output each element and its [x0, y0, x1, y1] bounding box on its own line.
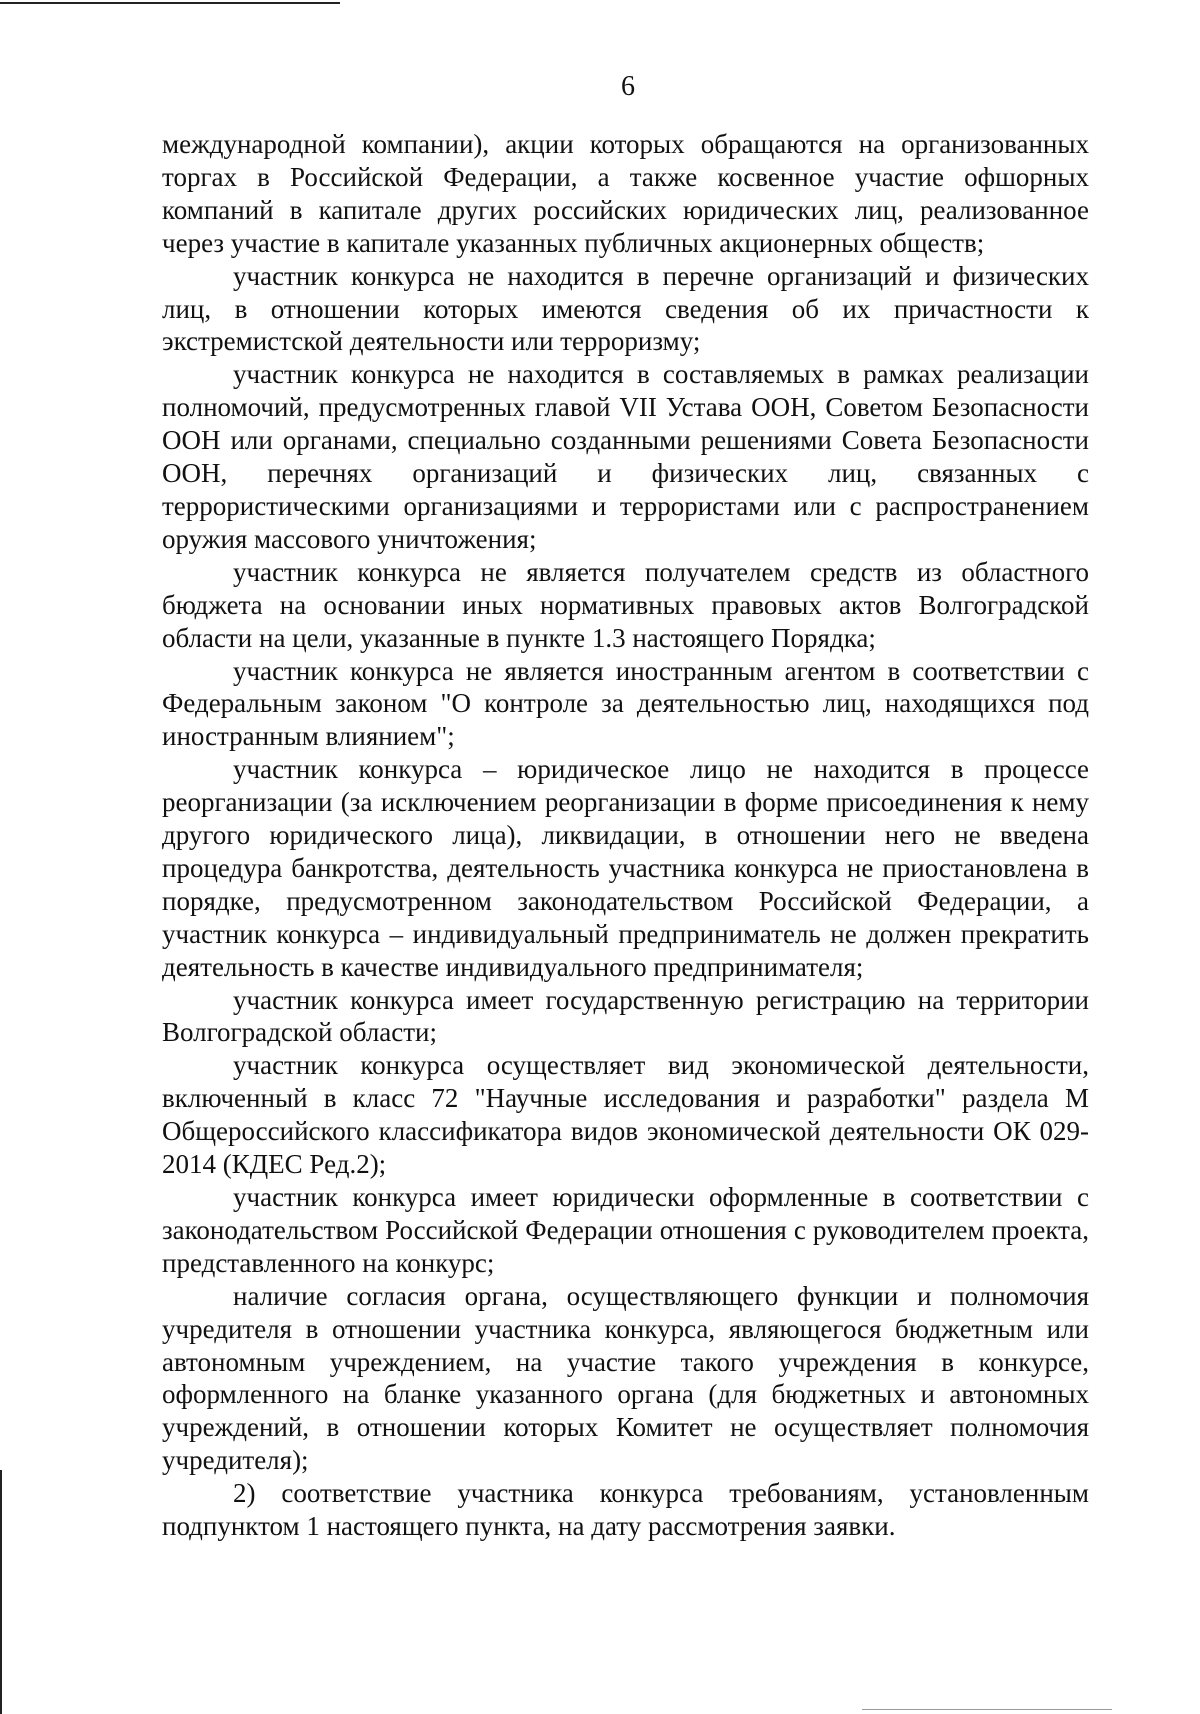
paragraph-registration: участник конкурса имеет государственную регистрацию на территории Волгоградской области;: [162, 984, 1089, 1048]
paragraph-regional-budget: участник конкурса не является получателем средств из областного бюджета на основании иных нормативных правовых актов Волгоградской области на цели, указанные в пункте 1.3 настоящего Порядка;: [162, 556, 1089, 653]
scan-edge-bottom: [862, 1709, 1112, 1710]
paragraph-economic-activity: участник конкурса осуществляет вид экономической деятельности, включенный в класс 72 "Научные исследования и разработки" раздела M Общероссийского классификатора видов экономической деятельности ОК 029-2014 (КДЕС Ред.2);: [162, 1050, 1089, 1180]
paragraph-project-manager: участник конкурса имеет юридически оформленные в соответствии с законодательством Российской Федерации отношения с руководителем проекта, представленного на конкурс;: [162, 1182, 1089, 1278]
paragraph-founder-consent: наличие согласия органа, осуществляющего функции и полномочия учредителя в отношении участника конкурса, являющегося бюджетным или автономным учреждением, на участие такого учреждения в конкурсе, оформленного на бланке указанного органа (для бюджетных и автономных учреждений, в отношении которых Комитет не осуществляет полномочия учредителя);: [162, 1280, 1089, 1476]
paragraph-item-2: 2) соответствие участника конкурса требованиям, установленным подпунктом 1 настоящего пункта, на дату рассмотрения заявки.: [162, 1478, 1089, 1542]
paragraph-foreign-agent: участник конкурса не является иностранным агентом в соответствии с Федеральным законом "О контроле за деятельностью лиц, находящихся под иностранным влиянием";: [162, 655, 1089, 752]
page-number: 6: [621, 71, 635, 102]
scan-edge-left: [0, 1470, 2, 1714]
paragraph-continuation: международной компании), акции которых обращаются на организованных торгах в Российской Федерации, а также косвенное участие офшорных компаний в капитале других российских юридических лиц, реализованное через участие в капитале указанных публичных акционерных обществ;: [162, 129, 1089, 258]
paragraph-un-sanctions-list: участник конкурса не находится в составляемых в рамках реализации полномочий, предусмотренных главой VII Устава ООН, Советом Безопасности ООН или органами, специально созданными решениями Совета Безопасности ООН, перечнях организаций и физических лиц, связанных с террористическими организациями и террористами или с распространением оружия массового уничтожения;: [162, 359, 1089, 554]
scan-edge-top: [0, 2, 340, 4]
paragraph-reorganization: участник конкурса – юридическое лицо не находится в процессе реорганизации (за исключением реорганизации в форме присоединения к нему другого юридического лица), ликвидации, в отношении него не введена процедура банкротства, деятельность участника конкурса не приостановлена в порядке, предусмотренном законодательством Российской Федерации, а участник конкурса – индивидуальный предприниматель не должен прекратить деятельность в качестве индивидуального предпринимателя;: [162, 754, 1089, 982]
paragraph-extremism-list: участник конкурса не находится в перечне организаций и физических лиц, в отношении которых имеются сведения об их причастности к экстремистской деятельности или терроризму;: [162, 260, 1089, 357]
document-body: [162, 128, 1089, 1543]
